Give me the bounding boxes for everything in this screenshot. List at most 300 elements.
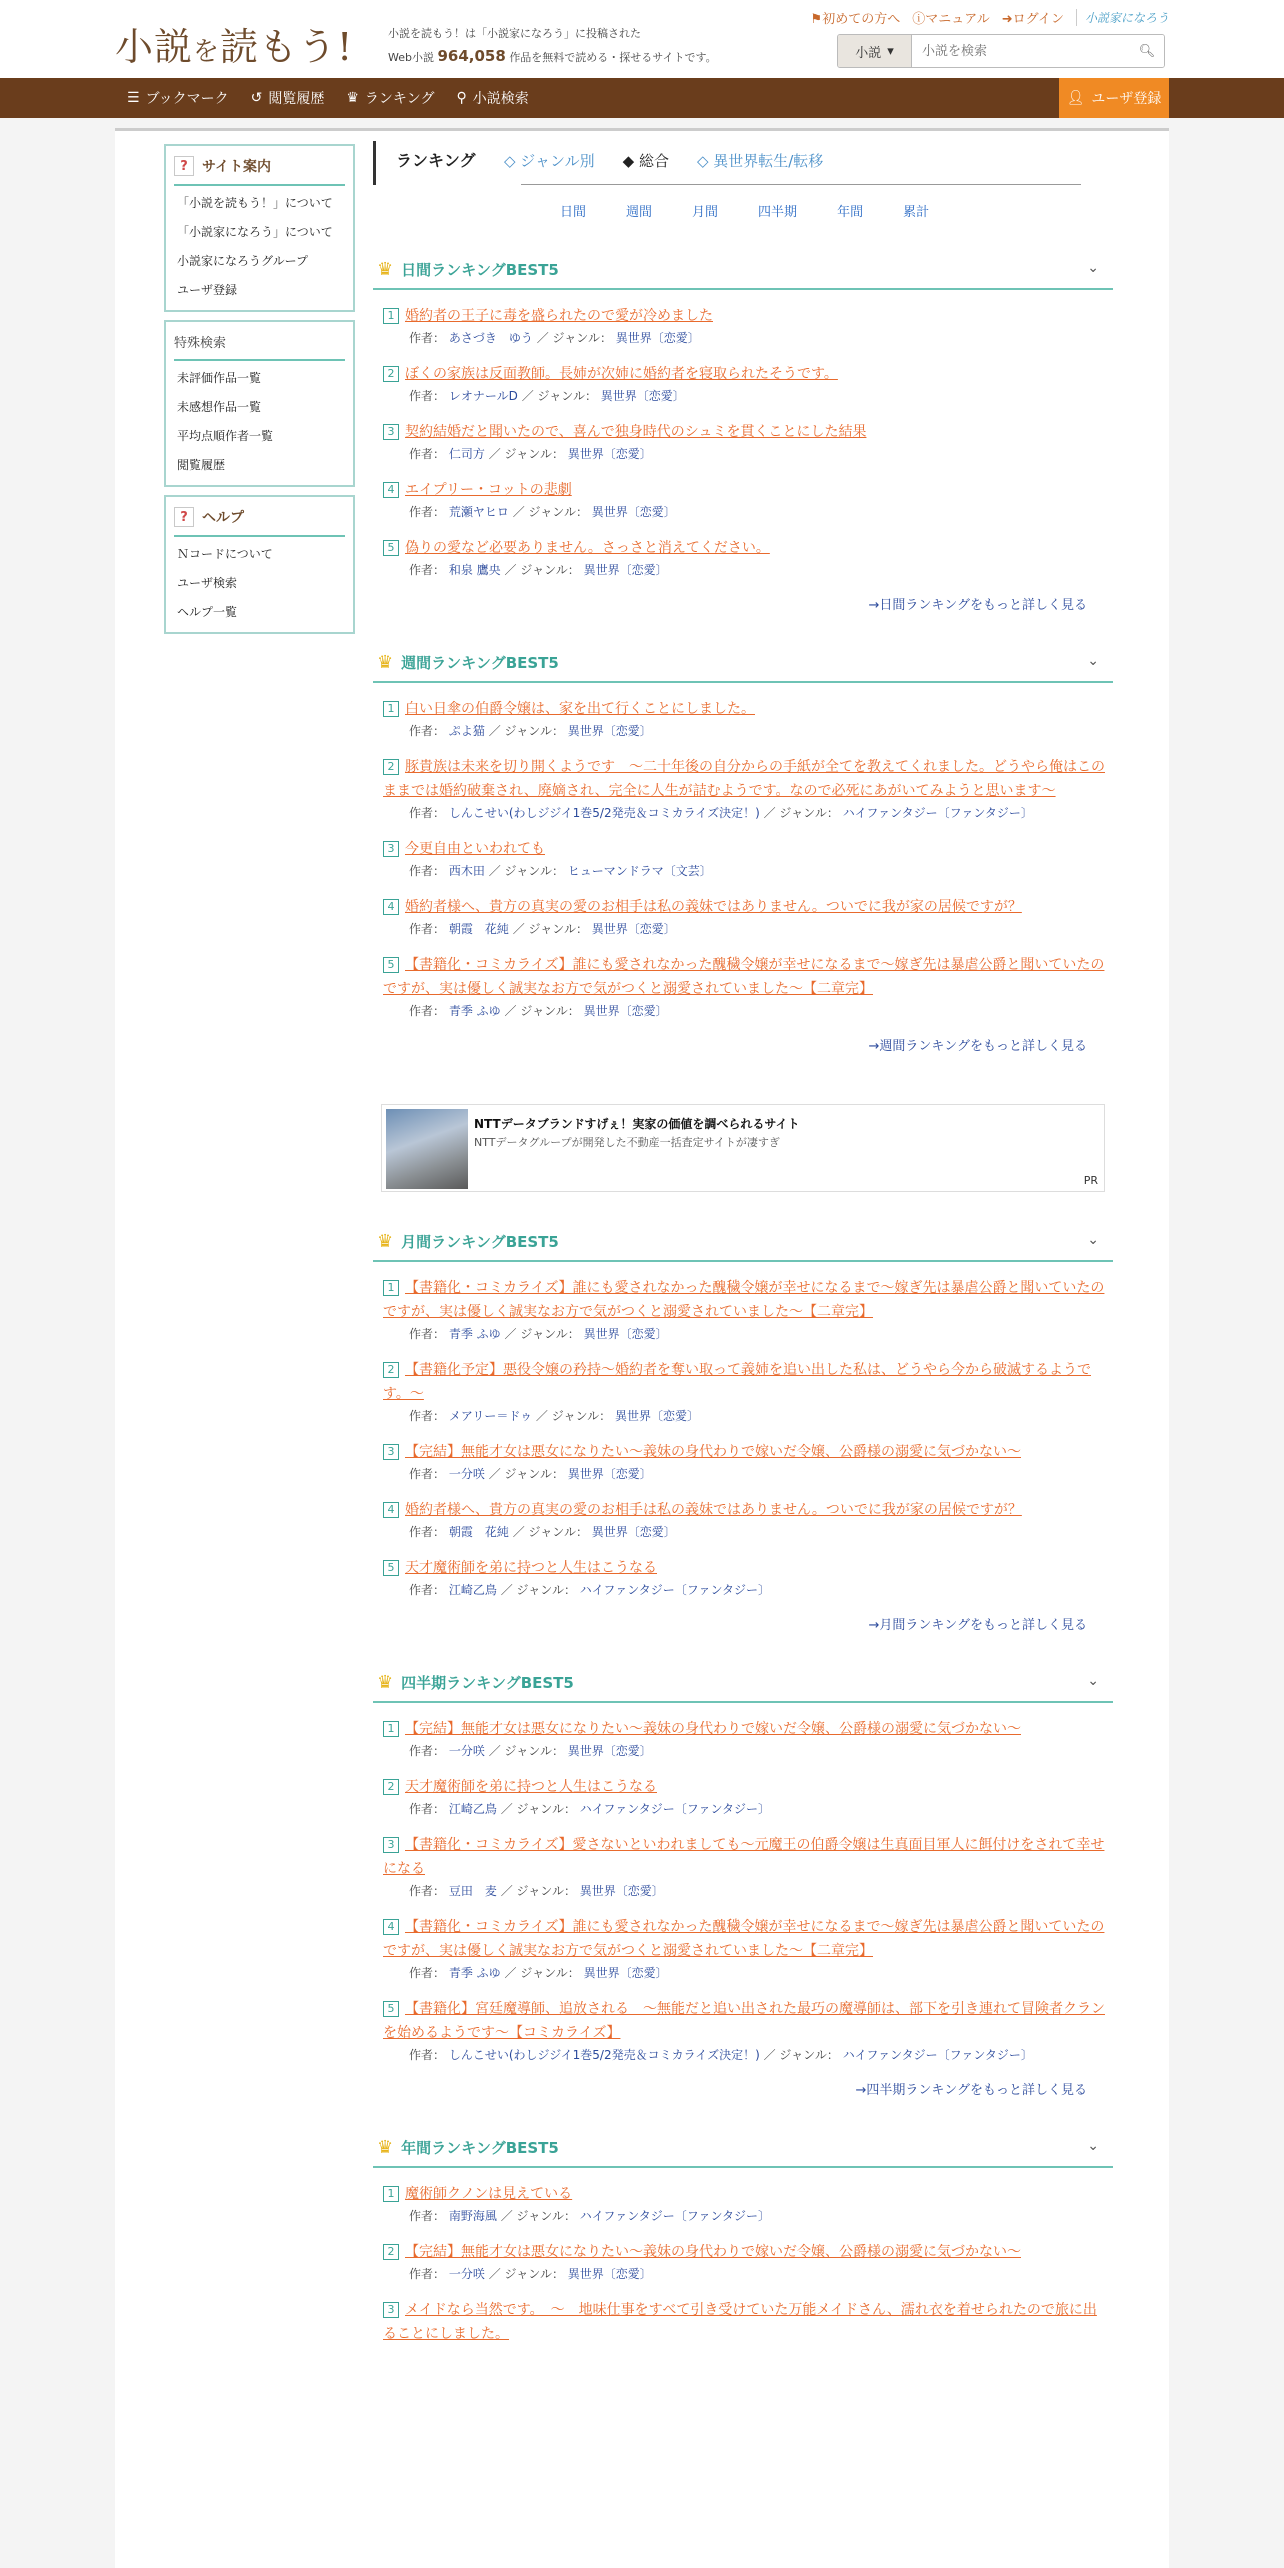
section-header[interactable] (373, 643, 1113, 683)
rank-badge: 2 (383, 1779, 399, 1795)
period-daily[interactable]: 日間 (560, 205, 587, 220)
list-item (383, 478, 1105, 522)
genre-link[interactable]: 異世界〔恋愛〕 (567, 724, 652, 738)
list-item (383, 2298, 1105, 2346)
nav-ranking[interactable] (346, 88, 434, 108)
author-label: 作者： (409, 864, 446, 878)
sidebar (164, 144, 355, 642)
flag-icon: ⚑ (810, 12, 823, 27)
author-link[interactable]: 西木田 (448, 864, 485, 878)
sidebar-item-narou-group[interactable]: 小説家になろうグループ (177, 254, 309, 268)
novel-meta (383, 721, 1105, 741)
author-label: 作者： (409, 1884, 446, 1898)
list-item (383, 1358, 1105, 1426)
novel-title: 今更自由といわれても (405, 841, 545, 857)
list-item (383, 536, 1105, 580)
author-label: 作者： (409, 1525, 446, 1539)
novel-title: 婚約者様へ、貴方の真実の愛のお相手は私の義妹ではありません。ついでに我が家の居候ですが？ (405, 1502, 1022, 1518)
logo-main: 小説 (115, 25, 194, 69)
site-guide-heading (174, 150, 345, 186)
author-link[interactable]: 荒瀬ヤヒロ (448, 505, 509, 519)
entry-list (373, 290, 1113, 613)
author-link[interactable]: ぷよ猫 (448, 724, 485, 738)
rank-badge: 5 (383, 540, 399, 556)
list-item (383, 420, 1105, 464)
author-link[interactable]: メアリー＝ドゥ (448, 1409, 533, 1423)
author-label: 作者： (409, 331, 446, 345)
tagline-line-2 (388, 45, 717, 69)
genre-link[interactable]: 異世界〔恋愛〕 (579, 1884, 664, 1898)
chevron-down-icon[interactable]: ⌄ (1087, 1232, 1099, 1248)
novel-title-link[interactable] (383, 701, 755, 717)
novel-title: 魔術師クノンは見えている (405, 2186, 573, 2202)
author-link[interactable]: しんこせい(わしジジイ1巻5/2発売＆コミカライズ決定！) (448, 2048, 760, 2062)
list-item (383, 362, 1105, 406)
genre-label: ／ ジャンル： (500, 1884, 576, 1898)
novel-title: 天才魔術師を弟に持つと人生はこうなる (405, 1560, 657, 1576)
user-register-button[interactable] (1059, 78, 1169, 118)
novel-meta (383, 444, 1105, 464)
sidebar-item-unrated[interactable]: 未評価作品一覧 (177, 371, 262, 385)
chevron-down-icon[interactable]: ⌄ (1087, 260, 1099, 276)
genre-label: ／ ジャンル： (521, 389, 597, 403)
chevron-down-icon[interactable]: ⌄ (1087, 2138, 1099, 2154)
special-search-box (164, 320, 355, 487)
genre-link[interactable]: 異世界〔恋愛〕 (583, 1327, 668, 1341)
list-item (383, 1915, 1105, 1983)
author-label: 作者： (409, 1004, 446, 1018)
genre-link[interactable]: 異世界〔恋愛〕 (583, 563, 668, 577)
genre-label: ／ ジャンル： (488, 724, 564, 738)
search-type-select[interactable] (838, 35, 912, 67)
entry-list (373, 1262, 1113, 1633)
crown-icon: ♛ (346, 90, 359, 106)
site-guide-box (164, 144, 355, 312)
list-item (383, 2240, 1105, 2284)
novel-title-link[interactable] (383, 2244, 1021, 2260)
list-item (383, 1440, 1105, 1484)
ad-banner[interactable] (381, 1104, 1105, 1192)
novel-meta (383, 560, 1105, 580)
ranking-section (373, 1663, 1113, 2098)
novel-title-link[interactable] (383, 1560, 657, 1576)
novel-meta (383, 1799, 1105, 1819)
rank-badge: 4 (383, 1502, 399, 1518)
novel-meta (383, 1324, 1105, 1344)
rank-badge: 1 (383, 2186, 399, 2202)
author-label: 作者： (409, 1467, 446, 1481)
genre-link[interactable]: ハイファンタジー〔ファンタジー〕 (579, 2209, 770, 2223)
novel-title-link[interactable] (383, 1721, 1021, 1737)
novel-title: 天才魔術師を弟に持つと人生はこうなる (405, 1779, 657, 1795)
genre-link[interactable]: ハイファンタジー〔ファンタジー〕 (579, 1583, 770, 1597)
sidebar-item-user-register[interactable]: ユーザ登録 (177, 283, 238, 297)
genre-link[interactable]: 異世界〔恋愛〕 (591, 505, 676, 519)
search-button[interactable] (1130, 35, 1164, 67)
list-item (383, 1276, 1105, 1344)
genre-label: ／ ジャンル： (512, 505, 588, 519)
author-label: 作者： (409, 1327, 446, 1341)
rank-badge: 4 (383, 899, 399, 915)
login-link[interactable] (1002, 8, 1064, 27)
novel-title-link[interactable] (383, 1444, 1021, 1460)
author-label: 作者： (409, 724, 446, 738)
top-links (811, 8, 1169, 27)
genre-label: ／ ジャンル： (488, 864, 564, 878)
novel-meta (383, 502, 1105, 522)
first-time-label: 初めての方へ (822, 12, 901, 27)
tab-isekai[interactable]: ◇ 異世界転生/転移 (696, 152, 824, 170)
author-label: 作者： (409, 1409, 446, 1423)
genre-label: ／ ジャンル： (500, 1802, 576, 1816)
rank-badge: 5 (383, 1560, 399, 1576)
genre-label: ／ ジャンル： (512, 922, 588, 936)
novel-title-link[interactable] (383, 957, 1104, 997)
list-item (383, 1717, 1105, 1761)
rank-badge: 4 (383, 482, 399, 498)
author-label: 作者： (409, 563, 446, 577)
genre-link[interactable]: 異世界〔恋愛〕 (567, 447, 652, 461)
ad-title: NTTデータブランドすげぇ！実家の価値を調べられるサイト (474, 1117, 800, 1131)
novel-meta (383, 1464, 1105, 1484)
rank-badge: 3 (383, 2302, 399, 2318)
novel-meta (383, 2264, 1105, 2284)
novel-meta (383, 386, 1105, 406)
genre-link[interactable]: 異世界〔恋愛〕 (591, 922, 676, 936)
novel-title-link[interactable] (383, 424, 866, 440)
author-link[interactable]: 仁司方 (448, 447, 485, 461)
author-link[interactable]: 一分咲 (448, 1744, 485, 1758)
novel-meta (383, 803, 1105, 823)
help-box (164, 495, 355, 634)
novel-title: 【書籍化・コミカライズ】誰にも愛されなかった醜穢令嬢が幸せになるまで〜嫁ぎ先は暴虐公爵と聞いていたのですが、実は優しく誠実なお方で気がつくと溺愛されていました〜【二章完】 (383, 1280, 1105, 1320)
tabs-underline (521, 184, 1081, 185)
genre-label: ／ ジャンル： (535, 1409, 612, 1423)
narou-logo-link[interactable]: 小説家になろう (1076, 9, 1169, 26)
novel-title: 【書籍化・コミカライズ】愛さないといわれましても～元魔王の伯爵令嬢は生真面目軍人に餌付けをされて幸せになる (383, 1837, 1105, 1877)
sidebar-item-about-yomou[interactable]: 「小説を読もう！」について (177, 196, 333, 210)
first-time-link[interactable] (811, 8, 901, 27)
question-icon: ? (174, 507, 194, 527)
author-label: 作者： (409, 505, 446, 519)
rank-badge: 1 (383, 1280, 399, 1296)
entry-list (373, 683, 1113, 1054)
author-link[interactable]: 朝霞 花純 (448, 922, 509, 936)
more-link[interactable]: →週間ランキングをもっと詳しく見る (868, 1039, 1087, 1054)
genre-link[interactable]: ハイファンタジー〔ファンタジー〕 (579, 1802, 770, 1816)
author-link[interactable]: レオナールD (448, 389, 518, 403)
genre-link[interactable]: 異世界〔恋愛〕 (567, 1467, 652, 1481)
author-link[interactable]: 一分咲 (448, 2267, 485, 2281)
genre-label: ／ ジャンル： (504, 1004, 580, 1018)
entry-list (373, 2168, 1113, 2346)
nav-search[interactable] (456, 88, 528, 108)
author-label: 作者： (409, 1583, 446, 1597)
genre-label: ／ ジャンル： (504, 563, 580, 577)
search-bar (837, 34, 1165, 68)
section-header[interactable] (373, 1222, 1113, 1262)
more-link[interactable]: →月間ランキングをもっと詳しく見る (868, 1618, 1087, 1633)
special-search-heading: 特殊検索 (174, 326, 345, 361)
author-link[interactable]: 青季 ふゆ (448, 1004, 501, 1018)
novel-title-link[interactable] (383, 1779, 657, 1795)
section-header[interactable] (373, 2128, 1113, 2168)
list-item (383, 837, 1105, 881)
genre-link[interactable]: 異世界〔恋愛〕 (615, 331, 700, 345)
novel-meta (383, 1001, 1105, 1021)
novel-title: 契約結婚だと聞いたので、喜んで独身時代のシュミを貫くことにした結果 (405, 424, 867, 440)
caret-down-icon: ▾ (887, 43, 894, 59)
novel-meta (383, 919, 1105, 939)
author-label: 作者： (409, 2267, 446, 2281)
site-tagline (388, 22, 717, 69)
author-label: 作者： (409, 2048, 446, 2062)
list-item (383, 895, 1105, 939)
novel-title: 婚約者様へ、貴方の真実の愛のお相手は私の義妹ではありません。ついでに我が家の居候ですが？ (405, 899, 1022, 915)
rank-badge: 5 (383, 2001, 399, 2017)
list-item (383, 2182, 1105, 2226)
novel-title-link[interactable] (383, 2302, 1097, 2342)
tab-overall[interactable]: ◆ 総合 (622, 152, 669, 170)
novel-title-link[interactable] (383, 366, 838, 382)
site-header (0, 0, 1284, 78)
nav-history[interactable] (251, 88, 325, 108)
rank-badge: 2 (383, 366, 399, 382)
crown-icon: ♛ (377, 2136, 394, 2158)
rank-badge: 2 (383, 759, 399, 775)
genre-link[interactable]: 異世界〔恋愛〕 (600, 389, 685, 403)
ranking-sections (373, 250, 1113, 2346)
main-content (373, 141, 1113, 2360)
sidebar-item-no-review[interactable]: 未感想作品一覧 (177, 400, 262, 414)
rank-badge: 3 (383, 1444, 399, 1460)
novel-meta (383, 2045, 1105, 2065)
rank-badge: 2 (383, 2244, 399, 2260)
genre-link[interactable]: 異世界〔恋愛〕 (615, 1409, 700, 1423)
author-link[interactable]: 江崎乙鳥 (448, 1802, 497, 1816)
chevron-down-icon[interactable]: ⌄ (1087, 653, 1099, 669)
novel-meta (383, 1741, 1105, 1761)
list-item (383, 1556, 1105, 1600)
crown-icon: ♛ (377, 1671, 394, 1693)
period-total[interactable]: 累計 (903, 205, 930, 220)
ranking-tabs (373, 141, 1113, 185)
search-icon: 🔍︎ (1138, 43, 1156, 59)
list-item (383, 697, 1105, 741)
site-logo[interactable] (115, 16, 353, 71)
novel-title-link[interactable] (383, 2186, 572, 2202)
genre-label: ／ ジャンル： (504, 1327, 580, 1341)
list-item (383, 1498, 1105, 1542)
author-label: 作者： (409, 1802, 446, 1816)
sidebar-item-avg-authors[interactable]: 平均点順作者一覧 (177, 429, 274, 443)
novel-title: 婚約者の王子に毒を盛られたので愛が冷めました (405, 308, 713, 324)
genre-link[interactable]: 異世界〔恋愛〕 (591, 1525, 676, 1539)
genre-label: ／ ジャンル： (500, 1583, 576, 1597)
section-title: 年間ランキングBEST5 (401, 2138, 559, 2157)
genre-label: ／ ジャンル： (536, 331, 612, 345)
novel-meta (383, 861, 1105, 881)
tagline-suffix: 作品を無料で読める・探せるサイトです。 (509, 51, 717, 64)
help-title: ヘルプ (202, 510, 244, 526)
ranking-section (373, 250, 1113, 613)
novel-title: メイドなら当然です。 ～ 地味仕事をすべて引き受けていた万能メイドさん、濡れ衣を着せられたので旅に出ることにしました。 (383, 2302, 1097, 2342)
novel-meta (383, 328, 1105, 348)
novel-title: 豚貴族は未来を切り開くようです ～二十年後の自分からの手紙が全てを教えてくれました。どうやら俺はこのままでは婚約破棄され、廃嫡され、完全に人生が詰むようです。なので必死にあがいてみようと思います～ (383, 759, 1105, 799)
sidebar-item-user-search[interactable]: ユーザ検索 (177, 576, 238, 590)
author-link[interactable]: 朝霞 花純 (448, 1525, 509, 1539)
author-label: 作者： (409, 1966, 446, 1980)
period-quarterly[interactable]: 四半期 (758, 205, 798, 220)
list-icon: ☰ (127, 90, 140, 106)
author-link[interactable]: あさづき ゆう (448, 331, 533, 345)
rank-badge: 5 (383, 957, 399, 973)
info-icon: ⓘ (912, 12, 926, 27)
genre-label: ／ ジャンル： (488, 2267, 564, 2281)
novel-title: 【完結】無能才女は悪女になりたい～義妹の身代わりで嫁いだ令嬢、公爵様の溺愛に気づかない～ (405, 1444, 1021, 1460)
novel-title-link[interactable] (383, 759, 1105, 799)
genre-link[interactable]: 異世界〔恋愛〕 (567, 1744, 652, 1758)
period-yearly[interactable]: 年間 (837, 205, 864, 220)
novel-title: 【書籍化・コミカライズ】誰にも愛されなかった醜穢令嬢が幸せになるまで〜嫁ぎ先は暴虐公爵と聞いていたのですが、実は優しく誠実なお方で気がつくと溺愛されていました〜【二章完】 (383, 957, 1105, 997)
ranking-section (373, 2128, 1113, 2346)
tagline-prefix: Web小説 (388, 51, 434, 64)
tab-genre[interactable]: ◇ ジャンル別 (504, 152, 595, 170)
logo-wo: を (193, 37, 221, 67)
list-item (383, 1775, 1105, 1819)
author-link[interactable]: 江崎乙鳥 (448, 1583, 497, 1597)
login-label: ログイン (1012, 12, 1064, 27)
list-item (383, 1833, 1105, 1901)
section-header[interactable] (373, 1663, 1113, 1703)
novel-title-link[interactable] (383, 482, 572, 498)
list-item (383, 953, 1105, 1021)
list-item (383, 755, 1105, 823)
rank-badge: 1 (383, 308, 399, 324)
more-link[interactable]: →日間ランキングをもっと詳しく見る (868, 598, 1087, 613)
novel-title-link[interactable] (383, 841, 545, 857)
rank-badge: 2 (383, 1362, 399, 1378)
novel-meta (383, 1406, 1105, 1426)
nav-bookmark[interactable] (127, 88, 229, 108)
genre-label: ／ ジャンル： (488, 1467, 564, 1481)
author-link[interactable]: 南野海風 (448, 2209, 497, 2223)
novel-title: 白い日傘の伯爵令嬢は、家を出て行くことにしました。 (405, 701, 755, 717)
ranking-title: ランキング (396, 151, 476, 170)
novel-title: 【完結】無能才女は悪女になりたい～義妹の身代わりで嫁いだ令嬢、公爵様の溺愛に気づかない～ (405, 2244, 1021, 2260)
rank-badge: 4 (383, 1919, 399, 1935)
novel-title-link[interactable] (383, 308, 713, 324)
rank-badge: 3 (383, 1837, 399, 1853)
genre-link[interactable]: ハイファンタジー〔ファンタジー〕 (842, 806, 1033, 820)
novel-title-link[interactable] (383, 2001, 1105, 2041)
author-link[interactable]: 青季 ふゆ (448, 1966, 501, 1980)
author-link[interactable]: しんこせい(わしジジイ1巻5/2発売＆コミカライズ決定！) (448, 806, 760, 820)
novel-title-link[interactable] (383, 1362, 1091, 1402)
novel-title-link[interactable] (383, 1280, 1104, 1320)
novel-title-link[interactable] (383, 1502, 1022, 1518)
rank-badge: 1 (383, 1721, 399, 1737)
period-links (373, 185, 1113, 220)
genre-label: ／ ジャンル： (500, 2209, 576, 2223)
crown-icon: ♛ (377, 258, 394, 280)
genre-link[interactable]: 異世界〔恋愛〕 (583, 1966, 668, 1980)
novel-meta (383, 1881, 1105, 1901)
site-guide-title: サイト案内 (202, 159, 272, 175)
sidebar-item-history[interactable]: 閲覧履歴 (177, 458, 226, 472)
author-label: 作者： (409, 2209, 446, 2223)
novel-title-link[interactable] (383, 1837, 1104, 1877)
genre-label: ／ ジャンル： (488, 1744, 564, 1758)
novel-title-link[interactable] (383, 1919, 1104, 1959)
author-link[interactable]: 一分咲 (448, 1467, 485, 1481)
novel-title-link[interactable] (383, 540, 770, 556)
search-icon: ⚲ (456, 90, 467, 106)
genre-label: ／ ジャンル： (512, 1525, 588, 1539)
novel-title-link[interactable] (383, 899, 1022, 915)
author-label: 作者： (409, 806, 446, 820)
sidebar-item-help-list[interactable]: ヘルプ一覧 (177, 605, 238, 619)
genre-link[interactable]: 異世界〔恋愛〕 (583, 1004, 668, 1018)
section-title: 月間ランキングBEST5 (401, 1232, 559, 1251)
list-item (383, 304, 1105, 348)
genre-link[interactable]: ハイファンタジー〔ファンタジー〕 (842, 2048, 1033, 2062)
logo-tail: 読もう! (220, 25, 354, 69)
crown-icon: ♛ (377, 1230, 394, 1252)
genre-link[interactable]: 異世界〔恋愛〕 (567, 2267, 652, 2281)
main-nav (0, 78, 1284, 118)
ad-thumbnail (386, 1109, 468, 1189)
list-item (383, 1997, 1105, 2065)
login-icon: ➜ (1001, 12, 1013, 27)
entry-list (373, 1703, 1113, 2098)
rank-badge: 3 (383, 424, 399, 440)
novel-meta (383, 1522, 1105, 1542)
sidebar-item-ncode[interactable]: Ｎコードについて (177, 547, 273, 561)
search-type-value: 小説 (855, 45, 882, 61)
sidebar-item-about-narou[interactable]: 「小説家になろう」について (177, 225, 333, 239)
novel-title: 【書籍化】宮廷魔導師、追放される ～無能だと追い出された最巧の魔導師は、部下を引き連れて冒険者クランを始めるようです～【コミカライズ】 (383, 2001, 1105, 2041)
period-weekly[interactable]: 週間 (626, 205, 653, 220)
novel-title: ぼくの家族は反面教師。長姉が次姉に婚約者を寝取られたそうです。 (405, 366, 838, 382)
author-label: 作者： (409, 389, 446, 403)
work-count: 964,058 (437, 47, 506, 65)
ranking-section (373, 643, 1113, 1054)
ranking-section (373, 1222, 1113, 1633)
section-header[interactable] (373, 250, 1113, 290)
genre-link[interactable]: ヒューマンドラマ〔文芸〕 (567, 864, 712, 878)
novel-meta (383, 1963, 1105, 1983)
chevron-down-icon[interactable]: ⌄ (1087, 1673, 1099, 1689)
novel-meta (383, 2206, 1105, 2226)
genre-label: ／ ジャンル： (504, 1966, 580, 1980)
author-label: 作者： (409, 447, 446, 461)
novel-title: 偽りの愛など必要ありません。さっさと消えてください。 (405, 540, 770, 556)
search-input[interactable] (912, 35, 1130, 67)
rank-badge: 1 (383, 701, 399, 717)
period-monthly[interactable]: 月間 (692, 205, 719, 220)
author-link[interactable]: 青季 ふゆ (448, 1327, 501, 1341)
nav-ranking-label: ランキング (364, 91, 435, 107)
author-link[interactable]: 豆田 麦 (448, 1884, 497, 1898)
user-register-label: ユーザ登録 (1091, 91, 1162, 107)
manual-link[interactable] (912, 8, 990, 27)
author-label: 作者： (409, 1744, 446, 1758)
manual-label: マニュアル (925, 12, 990, 27)
more-link[interactable]: →四半期ランキングをもっと詳しく見る (855, 2083, 1087, 2098)
author-link[interactable]: 和泉 鷹央 (448, 563, 501, 577)
novel-meta (383, 1580, 1105, 1600)
